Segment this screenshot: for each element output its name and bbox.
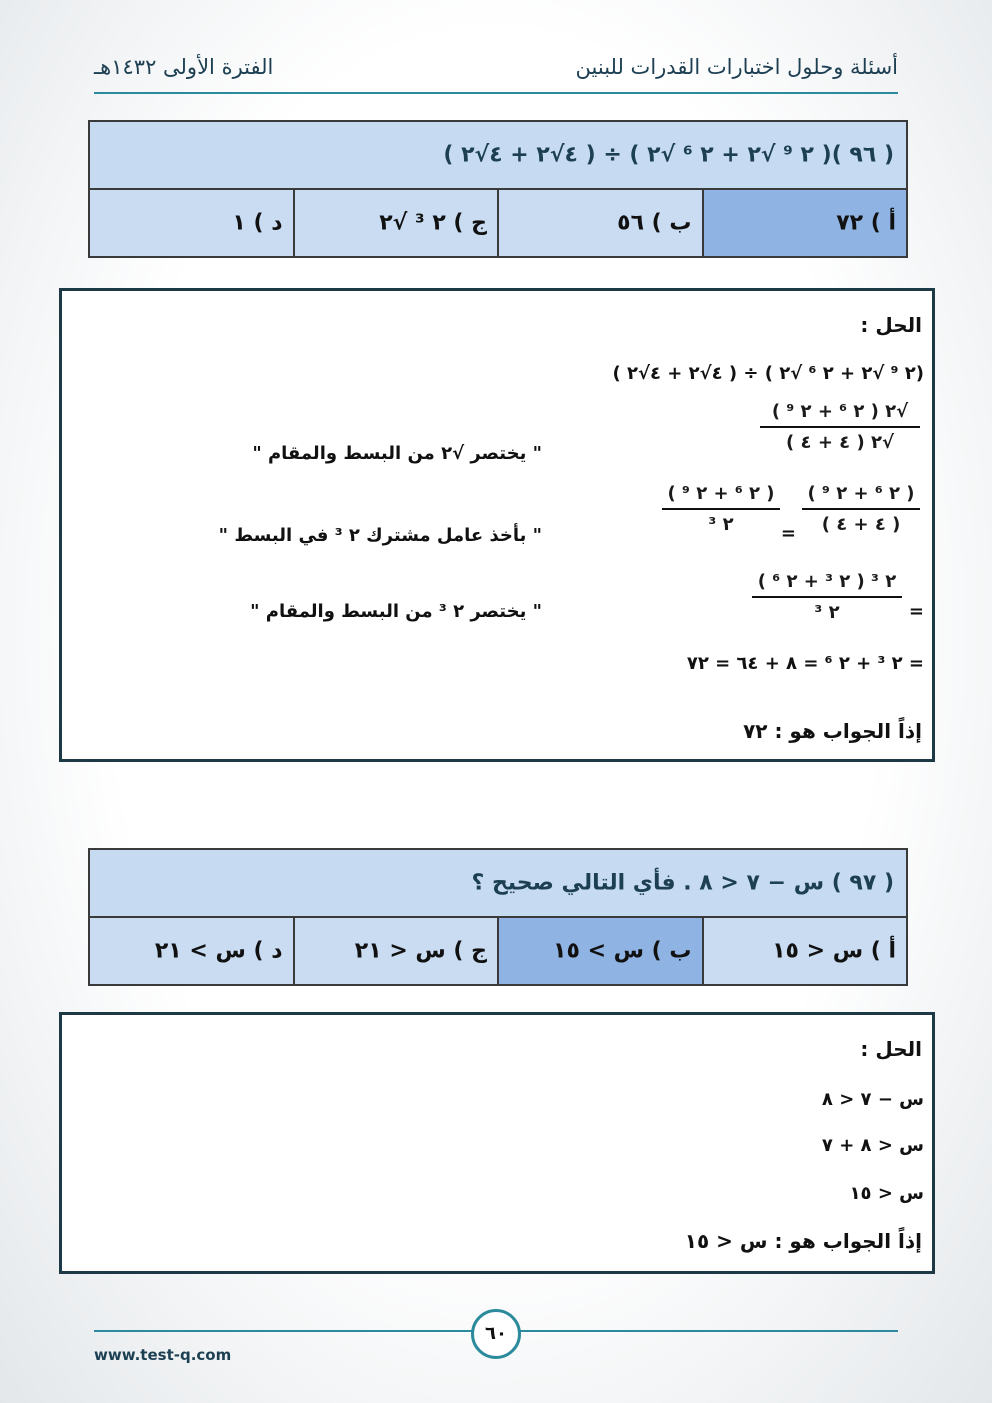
solution-97-box	[59, 1012, 935, 1274]
choice-d[interactable]	[90, 190, 293, 256]
solution-label: الحل :	[860, 1037, 922, 1061]
equals-sign-2: =	[908, 601, 924, 622]
question-96-choices	[90, 190, 906, 256]
footer-url[interactable]: www.test-q.com	[94, 1346, 232, 1364]
fraction-1-denominator: √٢ ( ٤ + ٤ )	[786, 432, 894, 453]
choice-b-label: ب ) ٥٦	[617, 210, 692, 236]
choice-c-label: ج ) ٢ ³ √٢	[379, 210, 487, 236]
page-number: ٦٠	[471, 1309, 521, 1359]
choice-b[interactable]	[497, 918, 702, 984]
solution-line-1: (٢ ⁹ √٢ + ٢ ⁶ √٢ ) ÷ ( ٤√٢ + ٤√٢ )	[612, 363, 924, 384]
question-96-text: ( ٩٦ )( ٢ ⁹ √٢ + ٢ ⁶ √٢ ) ÷ ( ٤√٢ + ٤√٢ )	[443, 142, 894, 168]
choice-a-label: أ ) س < ١٥	[772, 938, 896, 964]
fraction-2b-denominator: ٢ ³	[708, 514, 734, 535]
fraction-2b	[662, 483, 780, 535]
note-3: " يختصر ٢ ³ من البسط والمقام "	[250, 601, 542, 622]
choice-d-label: د ) س > ٢١	[154, 938, 283, 964]
footer-divider-right	[520, 1330, 898, 1332]
fraction-2a-numerator: ( ٢ ⁶ + ٢ ⁹ )	[802, 483, 920, 510]
choice-a[interactable]	[702, 190, 907, 256]
choice-c[interactable]	[293, 918, 498, 984]
question-96-table	[88, 120, 908, 258]
footer-divider-left	[94, 1330, 472, 1332]
solution-96-box	[59, 288, 935, 762]
choice-b[interactable]	[497, 190, 702, 256]
note-1: " يختصر √٢ من البسط والمقام "	[252, 443, 542, 464]
solution-label: الحل :	[860, 313, 922, 337]
fraction-1-numerator: √٢ ( ٢ ⁶ + ٢ ⁹ )	[760, 401, 920, 428]
equals-sign: =	[780, 523, 796, 544]
choice-c[interactable]	[293, 190, 498, 256]
fraction-2a	[802, 483, 920, 535]
choice-a-label: أ ) ٧٢	[836, 210, 896, 236]
question-97-text: ( ٩٧ ) س − ٧ < ٨ . فأي التالي صحيح ؟	[471, 870, 894, 896]
question-96-row	[90, 122, 906, 190]
fraction-3	[752, 571, 902, 623]
choice-d-label: د ) ١	[232, 210, 283, 236]
fraction-3-denominator: ٢ ³	[814, 602, 840, 623]
header-divider	[94, 92, 898, 94]
header-title: أسئلة وحلول اختبارات القدرات للبنين	[575, 55, 898, 79]
choice-d[interactable]	[90, 918, 293, 984]
fraction-3-numerator: ٢ ³ ( ٢ ³ + ٢ ⁶ )	[752, 571, 902, 598]
question-97-table	[88, 848, 908, 986]
choice-c-label: ج ) س < ٢١	[354, 938, 487, 964]
solution-97-answer: إذاً الجواب هو : س < ١٥	[684, 1229, 922, 1253]
choice-b-label: ب ) س > ١٥	[553, 938, 692, 964]
fraction-1	[760, 401, 920, 453]
question-97-row	[90, 850, 906, 918]
header-period: الفترة الأولى ١٤٣٢هـ	[94, 55, 274, 79]
solution-97-step-2: س < ٨ + ٧	[821, 1135, 924, 1156]
solution-96-answer: إذاً الجواب هو : ٧٢	[743, 719, 922, 743]
choice-a[interactable]	[702, 918, 907, 984]
solution-final-line: = ٢ ³ + ٢ ⁶ = ٨ + ٦٤ = ٧٢	[686, 653, 924, 674]
note-2: " بأخذ عامل مشترك ٢ ³ في البسط "	[218, 525, 542, 546]
fraction-2b-numerator: ( ٢ ⁶ + ٢ ⁹ )	[662, 483, 780, 510]
fraction-2a-denominator: ( ٤ + ٤ )	[821, 514, 901, 535]
solution-97-step-3: س < ١٥	[849, 1183, 924, 1204]
question-97-choices	[90, 918, 906, 984]
solution-97-step-1: س − ٧ < ٨	[821, 1089, 924, 1110]
